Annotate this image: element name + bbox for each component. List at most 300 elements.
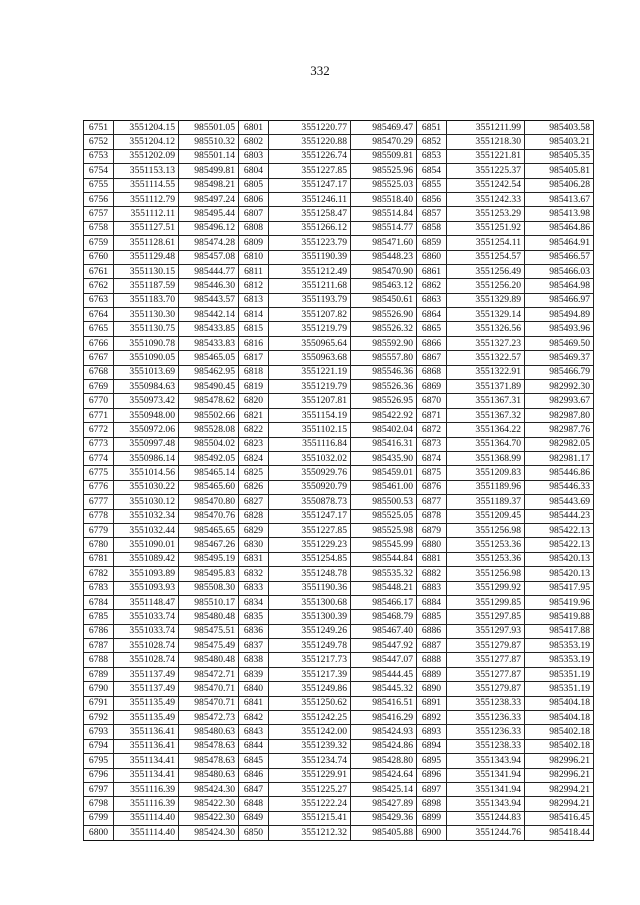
cell-x-coord: 3551343.94 (447, 797, 525, 811)
cell-point-id: 6861 (417, 264, 447, 278)
cell-y-coord: 985508.30 (179, 581, 239, 595)
cell-x-coord: 3551223.79 (269, 236, 351, 250)
cell-point-id: 6841 (239, 696, 269, 710)
cell-y-coord: 985496.12 (179, 221, 239, 235)
cell-y-coord: 985470.76 (179, 509, 239, 523)
cell-point-id: 6836 (239, 624, 269, 638)
cell-x-coord: 3551187.59 (114, 279, 179, 293)
cell-point-id: 6761 (84, 264, 114, 278)
cell-y-coord: 985422.30 (179, 797, 239, 811)
cell-x-coord: 3551253.36 (447, 538, 525, 552)
cell-point-id: 6807 (239, 207, 269, 221)
cell-x-coord: 3551219.79 (269, 380, 351, 394)
cell-y-coord: 982987.76 (525, 423, 594, 437)
cell-point-id: 6817 (239, 351, 269, 365)
table-row (84, 380, 594, 394)
cell-y-coord: 985404.18 (525, 711, 594, 725)
table-row (84, 149, 594, 163)
cell-point-id: 6886 (417, 624, 447, 638)
cell-x-coord: 3551193.79 (269, 293, 351, 307)
cell-y-coord: 985478.63 (179, 754, 239, 768)
cell-x-coord: 3551089.42 (114, 552, 179, 566)
cell-point-id: 6825 (239, 466, 269, 480)
cell-x-coord: 3551033.74 (114, 610, 179, 624)
cell-y-coord: 985444.45 (351, 667, 417, 681)
cell-y-coord: 985525.05 (351, 509, 417, 523)
cell-y-coord: 985480.63 (179, 725, 239, 739)
cell-x-coord: 3551127.51 (114, 221, 179, 235)
cell-point-id: 6801 (239, 121, 269, 135)
cell-y-coord: 985416.31 (351, 437, 417, 451)
cell-point-id: 6820 (239, 394, 269, 408)
table-row (84, 394, 594, 408)
cell-point-id: 6788 (84, 653, 114, 667)
cell-point-id: 6885 (417, 610, 447, 624)
cell-x-coord: 3551250.62 (269, 696, 351, 710)
table-row (84, 279, 594, 293)
cell-point-id: 6764 (84, 308, 114, 322)
cell-point-id: 6769 (84, 380, 114, 394)
cell-x-coord: 3551189.96 (447, 480, 525, 494)
cell-point-id: 6753 (84, 149, 114, 163)
cell-point-id: 6877 (417, 495, 447, 509)
cell-y-coord: 985466.17 (351, 595, 417, 609)
cell-point-id: 6879 (417, 523, 447, 537)
cell-point-id: 6827 (239, 495, 269, 509)
table-row (84, 236, 594, 250)
cell-y-coord: 985526.95 (351, 394, 417, 408)
cell-x-coord: 3551254.85 (269, 552, 351, 566)
cell-point-id: 6777 (84, 495, 114, 509)
cell-point-id: 6856 (417, 192, 447, 206)
cell-x-coord: 3551114.40 (114, 811, 179, 825)
cell-x-coord: 3551341.94 (447, 768, 525, 782)
cell-x-coord: 3551225.37 (447, 164, 525, 178)
table-row (84, 495, 594, 509)
cell-x-coord: 3551229.91 (269, 768, 351, 782)
cell-point-id: 6840 (239, 682, 269, 696)
cell-y-coord: 985424.93 (351, 725, 417, 739)
cell-x-coord: 3551134.41 (114, 768, 179, 782)
cell-point-id: 6812 (239, 279, 269, 293)
cell-point-id: 6772 (84, 423, 114, 437)
cell-y-coord: 985447.07 (351, 653, 417, 667)
cell-point-id: 6896 (417, 768, 447, 782)
cell-x-coord: 3551367.31 (447, 394, 525, 408)
cell-x-coord: 3551116.39 (114, 782, 179, 796)
cell-x-coord: 3551215.41 (269, 811, 351, 825)
cell-x-coord: 3551249.78 (269, 639, 351, 653)
cell-point-id: 6890 (417, 682, 447, 696)
cell-point-id: 6760 (84, 250, 114, 264)
cell-point-id: 6866 (417, 336, 447, 350)
cell-y-coord: 985475.49 (179, 639, 239, 653)
cell-y-coord: 985443.69 (525, 495, 594, 509)
cell-point-id: 6899 (417, 811, 447, 825)
cell-point-id: 6759 (84, 236, 114, 250)
cell-y-coord: 985470.71 (179, 682, 239, 696)
cell-point-id: 6869 (417, 380, 447, 394)
cell-y-coord: 985457.08 (179, 250, 239, 264)
cell-x-coord: 3551116.84 (269, 437, 351, 451)
cell-x-coord: 3551364.22 (447, 423, 525, 437)
table-row (84, 250, 594, 264)
cell-point-id: 6813 (239, 293, 269, 307)
table-row (84, 639, 594, 653)
cell-y-coord: 985504.02 (179, 437, 239, 451)
cell-point-id: 6862 (417, 279, 447, 293)
cell-y-coord: 985464.98 (525, 279, 594, 293)
cell-point-id: 6848 (239, 797, 269, 811)
table-row (84, 221, 594, 235)
cell-y-coord: 982987.80 (525, 408, 594, 422)
cell-y-coord: 985472.71 (179, 667, 239, 681)
cell-x-coord: 3551247.17 (269, 509, 351, 523)
cell-point-id: 6756 (84, 192, 114, 206)
cell-y-coord: 985500.53 (351, 495, 417, 509)
cell-x-coord: 3551225.27 (269, 782, 351, 796)
cell-x-coord: 3551236.33 (447, 711, 525, 725)
cell-x-coord: 3551183.70 (114, 293, 179, 307)
cell-point-id: 6883 (417, 581, 447, 595)
cell-x-coord: 3551112.11 (114, 207, 179, 221)
cell-y-coord: 985402.18 (525, 739, 594, 753)
cell-x-coord: 3551249.26 (269, 624, 351, 638)
cell-x-coord: 3551254.11 (447, 236, 525, 250)
cell-y-coord: 985447.92 (351, 639, 417, 653)
cell-y-coord: 985469.37 (525, 351, 594, 365)
cell-y-coord: 985424.30 (179, 782, 239, 796)
cell-point-id: 6897 (417, 782, 447, 796)
cell-point-id: 6803 (239, 149, 269, 163)
cell-y-coord: 985422.92 (351, 408, 417, 422)
cell-point-id: 6782 (84, 567, 114, 581)
cell-y-coord: 985405.88 (351, 826, 417, 840)
cell-x-coord: 3551239.32 (269, 739, 351, 753)
cell-point-id: 6832 (239, 567, 269, 581)
table-row (84, 610, 594, 624)
cell-x-coord: 3551134.41 (114, 754, 179, 768)
cell-x-coord: 3550929.76 (269, 466, 351, 480)
cell-x-coord: 3551204.12 (114, 135, 179, 149)
cell-point-id: 6773 (84, 437, 114, 451)
cell-point-id: 6829 (239, 523, 269, 537)
table-row (84, 509, 594, 523)
cell-point-id: 6755 (84, 178, 114, 192)
cell-y-coord: 985429.36 (351, 811, 417, 825)
cell-point-id: 6815 (239, 322, 269, 336)
cell-point-id: 6781 (84, 552, 114, 566)
cell-y-coord: 985465.14 (179, 466, 239, 480)
cell-y-coord: 985535.32 (351, 567, 417, 581)
cell-x-coord: 3551322.57 (447, 351, 525, 365)
cell-x-coord: 3551368.99 (447, 451, 525, 465)
cell-x-coord: 3551247.17 (269, 178, 351, 192)
cell-x-coord: 3551209.83 (447, 466, 525, 480)
cell-y-coord: 982994.21 (525, 782, 594, 796)
cell-point-id: 6833 (239, 581, 269, 595)
cell-y-coord: 985405.35 (525, 149, 594, 163)
cell-x-coord: 3551266.12 (269, 221, 351, 235)
cell-point-id: 6898 (417, 797, 447, 811)
cell-y-coord: 985450.61 (351, 293, 417, 307)
cell-x-coord: 3551236.33 (447, 725, 525, 739)
table-row (84, 725, 594, 739)
cell-point-id: 6845 (239, 754, 269, 768)
cell-y-coord: 982996.21 (525, 768, 594, 782)
cell-y-coord: 985444.23 (525, 509, 594, 523)
table-row (84, 336, 594, 350)
table-row (84, 811, 594, 825)
cell-y-coord: 985478.62 (179, 394, 239, 408)
cell-y-coord: 985404.18 (525, 696, 594, 710)
cell-y-coord: 985466.03 (525, 264, 594, 278)
cell-point-id: 6763 (84, 293, 114, 307)
cell-point-id: 6771 (84, 408, 114, 422)
cell-point-id: 6806 (239, 192, 269, 206)
cell-point-id: 6786 (84, 624, 114, 638)
cell-point-id: 6887 (417, 639, 447, 653)
table-row (84, 696, 594, 710)
cell-point-id: 6779 (84, 523, 114, 537)
table-row (84, 351, 594, 365)
cell-point-id: 6867 (417, 351, 447, 365)
cell-y-coord: 985424.30 (179, 826, 239, 840)
cell-x-coord: 3551238.33 (447, 696, 525, 710)
cell-x-coord: 3551221.81 (447, 149, 525, 163)
cell-point-id: 6793 (84, 725, 114, 739)
cell-y-coord: 985466.97 (525, 293, 594, 307)
cell-x-coord: 3551299.92 (447, 581, 525, 595)
cell-x-coord: 3551136.41 (114, 739, 179, 753)
cell-point-id: 6855 (417, 178, 447, 192)
cell-x-coord: 3551249.86 (269, 682, 351, 696)
cell-y-coord: 985465.65 (179, 523, 239, 537)
cell-x-coord: 3550997.48 (114, 437, 179, 451)
cell-y-coord: 982993.67 (525, 394, 594, 408)
cell-x-coord: 3551032.02 (269, 451, 351, 465)
cell-y-coord: 985493.96 (525, 322, 594, 336)
cell-x-coord: 3551229.23 (269, 538, 351, 552)
cell-y-coord: 985419.96 (525, 595, 594, 609)
cell-y-coord: 985424.86 (351, 739, 417, 753)
table-row (84, 782, 594, 796)
cell-y-coord: 985466.79 (525, 365, 594, 379)
table-row (84, 667, 594, 681)
table-row (84, 682, 594, 696)
cell-point-id: 6882 (417, 567, 447, 581)
cell-x-coord: 3551227.85 (269, 164, 351, 178)
cell-point-id: 6857 (417, 207, 447, 221)
cell-point-id: 6880 (417, 538, 447, 552)
cell-y-coord: 985472.73 (179, 711, 239, 725)
cell-y-coord: 985470.90 (351, 264, 417, 278)
cell-y-coord: 985495.19 (179, 552, 239, 566)
cell-x-coord: 3551238.33 (447, 739, 525, 753)
cell-y-coord: 985465.60 (179, 480, 239, 494)
cell-y-coord: 985592.90 (351, 336, 417, 350)
cell-x-coord: 3550878.73 (269, 495, 351, 509)
cell-x-coord: 3551130.15 (114, 264, 179, 278)
cell-y-coord: 985501.05 (179, 121, 239, 135)
cell-x-coord: 3551212.32 (269, 826, 351, 840)
cell-y-coord: 985480.48 (179, 610, 239, 624)
cell-x-coord: 3551277.87 (447, 667, 525, 681)
cell-x-coord: 3551137.49 (114, 682, 179, 696)
cell-point-id: 6776 (84, 480, 114, 494)
cell-y-coord: 985448.23 (351, 250, 417, 264)
cell-y-coord: 985514.77 (351, 221, 417, 235)
cell-x-coord: 3551341.94 (447, 782, 525, 796)
cell-point-id: 6799 (84, 811, 114, 825)
cell-x-coord: 3551329.89 (447, 293, 525, 307)
cell-y-coord: 985528.08 (179, 423, 239, 437)
cell-point-id: 6751 (84, 121, 114, 135)
cell-point-id: 6789 (84, 667, 114, 681)
cell-y-coord: 985461.00 (351, 480, 417, 494)
table-row (84, 135, 594, 149)
cell-x-coord: 3551190.36 (269, 581, 351, 595)
cell-x-coord: 3551364.70 (447, 437, 525, 451)
cell-x-coord: 3551114.40 (114, 826, 179, 840)
cell-point-id: 6784 (84, 595, 114, 609)
cell-y-coord: 985467.26 (179, 538, 239, 552)
cell-x-coord: 3551014.56 (114, 466, 179, 480)
cell-y-coord: 985475.51 (179, 624, 239, 638)
cell-y-coord: 985557.80 (351, 351, 417, 365)
cell-point-id: 6811 (239, 264, 269, 278)
cell-x-coord: 3551217.39 (269, 667, 351, 681)
table-row (84, 653, 594, 667)
cell-y-coord: 985518.40 (351, 192, 417, 206)
cell-y-coord: 985464.86 (525, 221, 594, 235)
cell-point-id: 6775 (84, 466, 114, 480)
cell-x-coord: 3551207.82 (269, 308, 351, 322)
cell-y-coord: 985443.57 (179, 293, 239, 307)
cell-x-coord: 3551028.74 (114, 639, 179, 653)
cell-point-id: 6802 (239, 135, 269, 149)
cell-point-id: 6790 (84, 682, 114, 696)
cell-point-id: 6785 (84, 610, 114, 624)
cell-y-coord: 985435.90 (351, 451, 417, 465)
cell-y-coord: 985510.32 (179, 135, 239, 149)
cell-point-id: 6835 (239, 610, 269, 624)
cell-point-id: 6814 (239, 308, 269, 322)
cell-x-coord: 3551189.37 (447, 495, 525, 509)
cell-y-coord: 985463.12 (351, 279, 417, 293)
cell-y-coord: 985502.66 (179, 408, 239, 422)
cell-point-id: 6894 (417, 739, 447, 753)
cell-x-coord: 3550973.42 (114, 394, 179, 408)
cell-point-id: 6828 (239, 509, 269, 523)
cell-y-coord: 985417.88 (525, 624, 594, 638)
cell-y-coord: 982982.05 (525, 437, 594, 451)
cell-y-coord: 985418.44 (525, 826, 594, 840)
cell-y-coord: 985446.30 (179, 279, 239, 293)
cell-y-coord: 985420.13 (525, 567, 594, 581)
cell-x-coord: 3551128.61 (114, 236, 179, 250)
cell-y-coord: 985465.05 (179, 351, 239, 365)
cell-y-coord: 985422.30 (179, 811, 239, 825)
cell-y-coord: 985501.14 (179, 149, 239, 163)
cell-y-coord: 985402.18 (525, 725, 594, 739)
cell-x-coord: 3551190.39 (269, 250, 351, 264)
cell-x-coord: 3551033.74 (114, 624, 179, 638)
cell-point-id: 6765 (84, 322, 114, 336)
cell-x-coord: 3551222.24 (269, 797, 351, 811)
cell-x-coord: 3551279.87 (447, 682, 525, 696)
cell-y-coord: 985420.13 (525, 552, 594, 566)
table-row (84, 523, 594, 537)
cell-y-coord: 985492.05 (179, 451, 239, 465)
table-row (84, 826, 594, 840)
cell-point-id: 6868 (417, 365, 447, 379)
cell-x-coord: 3551217.73 (269, 653, 351, 667)
cell-x-coord: 3551221.19 (269, 365, 351, 379)
cell-x-coord: 3551028.74 (114, 653, 179, 667)
cell-y-coord: 982994.21 (525, 797, 594, 811)
cell-point-id: 6818 (239, 365, 269, 379)
table-row (84, 423, 594, 437)
table-row (84, 207, 594, 221)
cell-x-coord: 3551112.79 (114, 192, 179, 206)
cell-point-id: 6893 (417, 725, 447, 739)
cell-x-coord: 3550984.63 (114, 380, 179, 394)
cell-y-coord: 985497.24 (179, 192, 239, 206)
cell-y-coord: 985526.32 (351, 322, 417, 336)
cell-y-coord: 985498.21 (179, 178, 239, 192)
cell-y-coord: 985444.77 (179, 264, 239, 278)
cell-point-id: 6797 (84, 782, 114, 796)
cell-point-id: 6770 (84, 394, 114, 408)
cell-x-coord: 3551154.19 (269, 408, 351, 422)
cell-y-coord: 985403.58 (525, 121, 594, 135)
cell-point-id: 6774 (84, 451, 114, 465)
cell-y-coord: 985525.98 (351, 523, 417, 537)
cell-point-id: 6762 (84, 279, 114, 293)
cell-y-coord: 985422.13 (525, 538, 594, 552)
cell-y-coord: 985433.83 (179, 336, 239, 350)
cell-y-coord: 985466.57 (525, 250, 594, 264)
cell-point-id: 6810 (239, 250, 269, 264)
cell-y-coord: 985427.89 (351, 797, 417, 811)
cell-y-coord: 985416.29 (351, 711, 417, 725)
cell-x-coord: 3551322.91 (447, 365, 525, 379)
cell-x-coord: 3551371.89 (447, 380, 525, 394)
cell-point-id: 6758 (84, 221, 114, 235)
cell-y-coord: 985424.64 (351, 768, 417, 782)
cell-point-id: 6780 (84, 538, 114, 552)
cell-x-coord: 3551256.98 (447, 523, 525, 537)
cell-point-id: 6881 (417, 552, 447, 566)
table-row (84, 480, 594, 494)
cell-x-coord: 3550963.68 (269, 351, 351, 365)
cell-point-id: 6792 (84, 711, 114, 725)
cell-x-coord: 3551032.34 (114, 509, 179, 523)
cell-y-coord: 985490.45 (179, 380, 239, 394)
table-row (84, 437, 594, 451)
cell-x-coord: 3551202.09 (114, 149, 179, 163)
cell-x-coord: 3551297.93 (447, 624, 525, 638)
cell-y-coord: 985413.98 (525, 207, 594, 221)
cell-point-id: 6888 (417, 653, 447, 667)
table-row (84, 164, 594, 178)
table-row (84, 581, 594, 595)
cell-point-id: 6757 (84, 207, 114, 221)
cell-x-coord: 3551327.23 (447, 336, 525, 350)
page-number: 332 (310, 63, 330, 78)
cell-point-id: 6791 (84, 696, 114, 710)
